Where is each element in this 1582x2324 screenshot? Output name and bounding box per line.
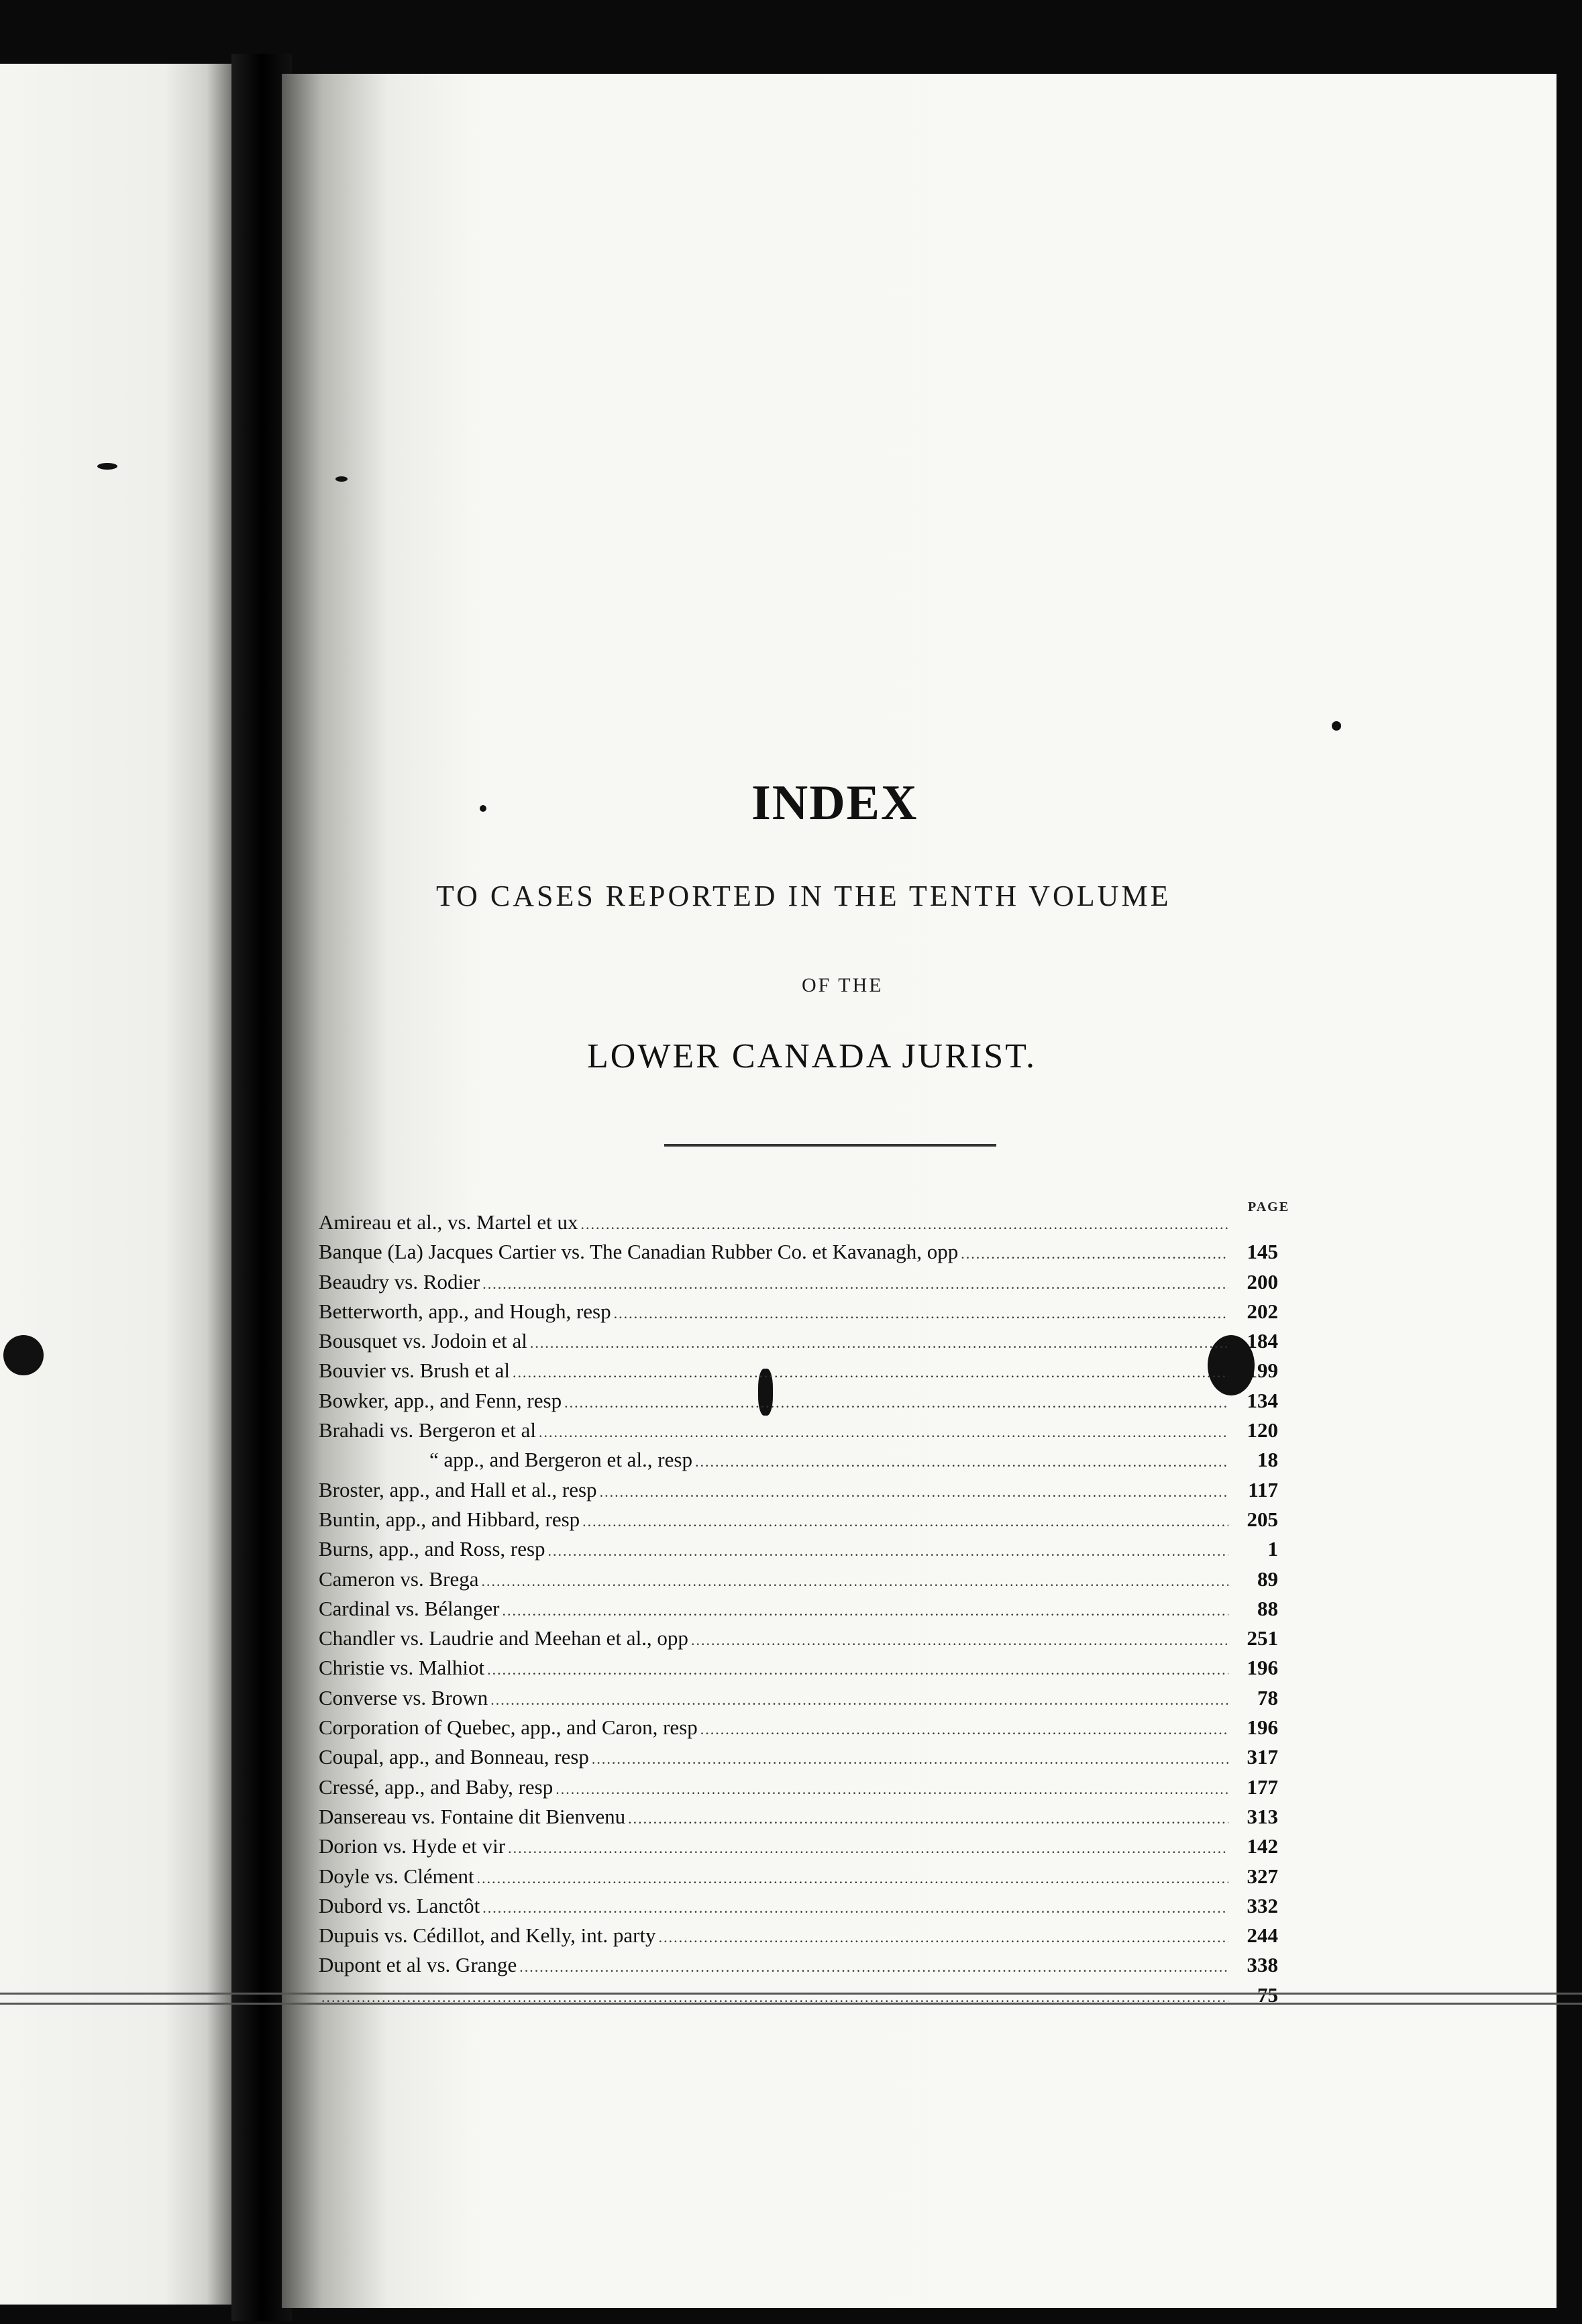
index-entry <box>319 1594 1278 1624</box>
dot-leader <box>556 1775 1228 1802</box>
dot-leader <box>582 1507 1228 1534</box>
entry-case-name: Cardinal vs. Bélanger <box>319 1596 500 1620</box>
dot-leader <box>502 1596 1228 1624</box>
entry-page-number: 120 <box>1247 1418 1278 1442</box>
entry-case-name: Converse vs. Brown <box>319 1685 488 1709</box>
entry-page-number: 89 <box>1257 1567 1278 1591</box>
index-entry <box>319 1297 1278 1326</box>
entry-page-number: 317 <box>1247 1745 1278 1769</box>
entry-page-number: 145 <box>1247 1240 1278 1264</box>
ink-speck <box>97 463 117 470</box>
entry-page-number: 338 <box>1247 1953 1278 1977</box>
dot-leader <box>482 1269 1228 1297</box>
entry-page-number: 327 <box>1247 1864 1278 1888</box>
index-entry <box>319 1832 1278 1861</box>
entry-case-name: Dubord vs. Lanctôt <box>319 1893 480 1917</box>
dot-leader <box>548 1536 1228 1564</box>
entry-case-name: Broster, app., and Hall et al., resp <box>319 1477 597 1501</box>
entry-page-number: 196 <box>1247 1656 1278 1680</box>
index-entry <box>319 1505 1278 1534</box>
entry-page-number: 202 <box>1247 1299 1278 1323</box>
entry-case-name: Beaudry vs. Rodier <box>319 1269 480 1293</box>
entry-case-name: Bouvier vs. Brush et al <box>319 1359 510 1383</box>
entry-page-number: 313 <box>1247 1804 1278 1828</box>
dot-leader <box>592 1744 1228 1772</box>
index-entry <box>319 1891 1278 1921</box>
index-entry <box>319 1713 1278 1742</box>
dot-leader <box>513 1358 1228 1385</box>
dot-leader <box>600 1477 1228 1505</box>
entry-case-name: Buntin, app., and Hibbard, resp <box>319 1507 580 1531</box>
entry-case-name: Amireau et al., vs. Martel et ux <box>319 1210 578 1234</box>
entry-page-number: 244 <box>1247 1923 1278 1948</box>
entry-case-name: Dorion vs. Hyde et vir <box>319 1834 506 1858</box>
index-entry <box>319 1683 1278 1713</box>
index-entry <box>319 1565 1278 1594</box>
dot-leader <box>564 1388 1228 1416</box>
page-column-heading: PAGE <box>1248 1200 1290 1214</box>
entry-page-number: 142 <box>1247 1834 1278 1858</box>
journal-title: LOWER CANADA JURIST. <box>587 1037 1037 1075</box>
entry-page-number: 196 <box>1247 1715 1278 1740</box>
entry-case-name: Chandler vs. Laudrie and Meehan et al., opp <box>319 1626 688 1650</box>
dot-leader <box>695 1447 1228 1475</box>
ink-speck <box>335 476 348 482</box>
entry-page-number: 18 <box>1257 1448 1278 1472</box>
index-entry <box>319 1475 1278 1505</box>
dot-leader <box>482 1893 1228 1921</box>
dot-leader <box>490 1685 1228 1713</box>
index-entry <box>319 1921 1278 1950</box>
index-entry <box>319 1742 1278 1772</box>
entry-case-name: Dansereau vs. Fontaine dit Bienvenu <box>319 1804 626 1828</box>
index-entry <box>319 1208 1278 1237</box>
dot-leader <box>691 1626 1228 1653</box>
entry-page-number: 177 <box>1247 1775 1278 1799</box>
entry-page-number: 134 <box>1247 1388 1278 1412</box>
entry-case-name: Bousquet vs. Jodoin et al <box>319 1329 527 1353</box>
dot-leader <box>614 1299 1228 1326</box>
entry-page-number: 199 <box>1247 1359 1278 1383</box>
index-entries <box>319 1208 1278 2010</box>
index-entry <box>319 1356 1278 1385</box>
title-rule <box>664 1144 996 1147</box>
entry-page-number: 117 <box>1248 1477 1278 1501</box>
entry-case-name: Betterworth, app., and Hough, resp <box>319 1299 611 1323</box>
entry-case-name: Coupal, app., and Bonneau, resp <box>319 1745 589 1769</box>
index-entry <box>319 1326 1278 1356</box>
entry-case-name: Dupont et al vs. Grange <box>319 1953 517 1977</box>
index-entry <box>319 1950 1278 1980</box>
index-entry <box>319 1445 1278 1475</box>
index-entry <box>319 1416 1278 1445</box>
dot-leader <box>530 1328 1228 1356</box>
entry-case-name: Christie vs. Malhiot <box>319 1656 485 1680</box>
index-subtitle: TO CASES REPORTED IN THE TENTH VOLUME <box>436 880 1171 912</box>
dot-leader <box>539 1418 1228 1445</box>
bottom-rule <box>0 1993 1582 2005</box>
index-entry <box>319 1653 1278 1683</box>
dot-leader <box>961 1239 1228 1267</box>
ink-speck <box>1332 721 1341 731</box>
entry-page-number: 251 <box>1247 1626 1278 1650</box>
of-the-line: OF THE <box>802 974 884 996</box>
entry-page-number: 332 <box>1247 1893 1278 1917</box>
dot-leader <box>700 1715 1228 1742</box>
index-entry <box>319 1386 1278 1416</box>
dot-leader <box>481 1567 1228 1594</box>
ink-speck <box>480 805 486 812</box>
entry-page-number: 200 <box>1247 1269 1278 1293</box>
entry-case-name: Corporation of Quebec, app., and Caron, resp <box>319 1715 698 1740</box>
dot-leader <box>628 1804 1228 1832</box>
index-entry <box>319 1267 1278 1297</box>
entry-page-number: 75 <box>1257 1983 1278 2007</box>
entry-page-number: 78 <box>1257 1685 1278 1709</box>
dot-leader <box>659 1923 1228 1950</box>
entry-case-name: Dupuis vs. Cédillot, and Kelly, int. party <box>319 1923 656 1948</box>
index-entry <box>319 1862 1278 1891</box>
entry-page-number: 205 <box>1247 1507 1278 1531</box>
entry-case-name: Cressé, app., and Baby, resp <box>319 1775 553 1799</box>
dot-leader <box>477 1864 1228 1891</box>
index-entry <box>319 1237 1278 1267</box>
index-entry <box>319 1802 1278 1832</box>
entry-page-number: 1 <box>1267 1537 1278 1561</box>
entry-case-name: Doyle vs. Clément <box>319 1864 474 1888</box>
dot-leader <box>519 1952 1228 1980</box>
dot-leader <box>581 1210 1228 1237</box>
facing-page-fragment <box>0 64 235 2305</box>
entry-case-name: “ app., and Bergeron et al., resp <box>429 1448 692 1472</box>
dot-leader <box>508 1834 1228 1861</box>
index-entry <box>319 1773 1278 1802</box>
entry-case-name: Cameron vs. Brega <box>319 1567 479 1591</box>
index-entry <box>319 1624 1278 1653</box>
entry-case-name: Banque (La) Jacques Cartier vs. The Canadian Rubber Co. et Kavanagh, opp <box>319 1240 959 1264</box>
entry-page-number: 88 <box>1257 1596 1278 1620</box>
dot-leader <box>487 1655 1228 1683</box>
entry-case-name: Bowker, app., and Fenn, resp <box>319 1388 562 1412</box>
entry-case-name: Burns, app., and Ross, resp <box>319 1537 545 1561</box>
index-title: INDEX <box>751 776 918 831</box>
entry-page-number: 184 <box>1247 1329 1278 1353</box>
ink-blot <box>3 1335 44 1375</box>
entry-case-name: Brahadi vs. Bergeron et al <box>319 1418 536 1442</box>
index-entry <box>319 1534 1278 1564</box>
